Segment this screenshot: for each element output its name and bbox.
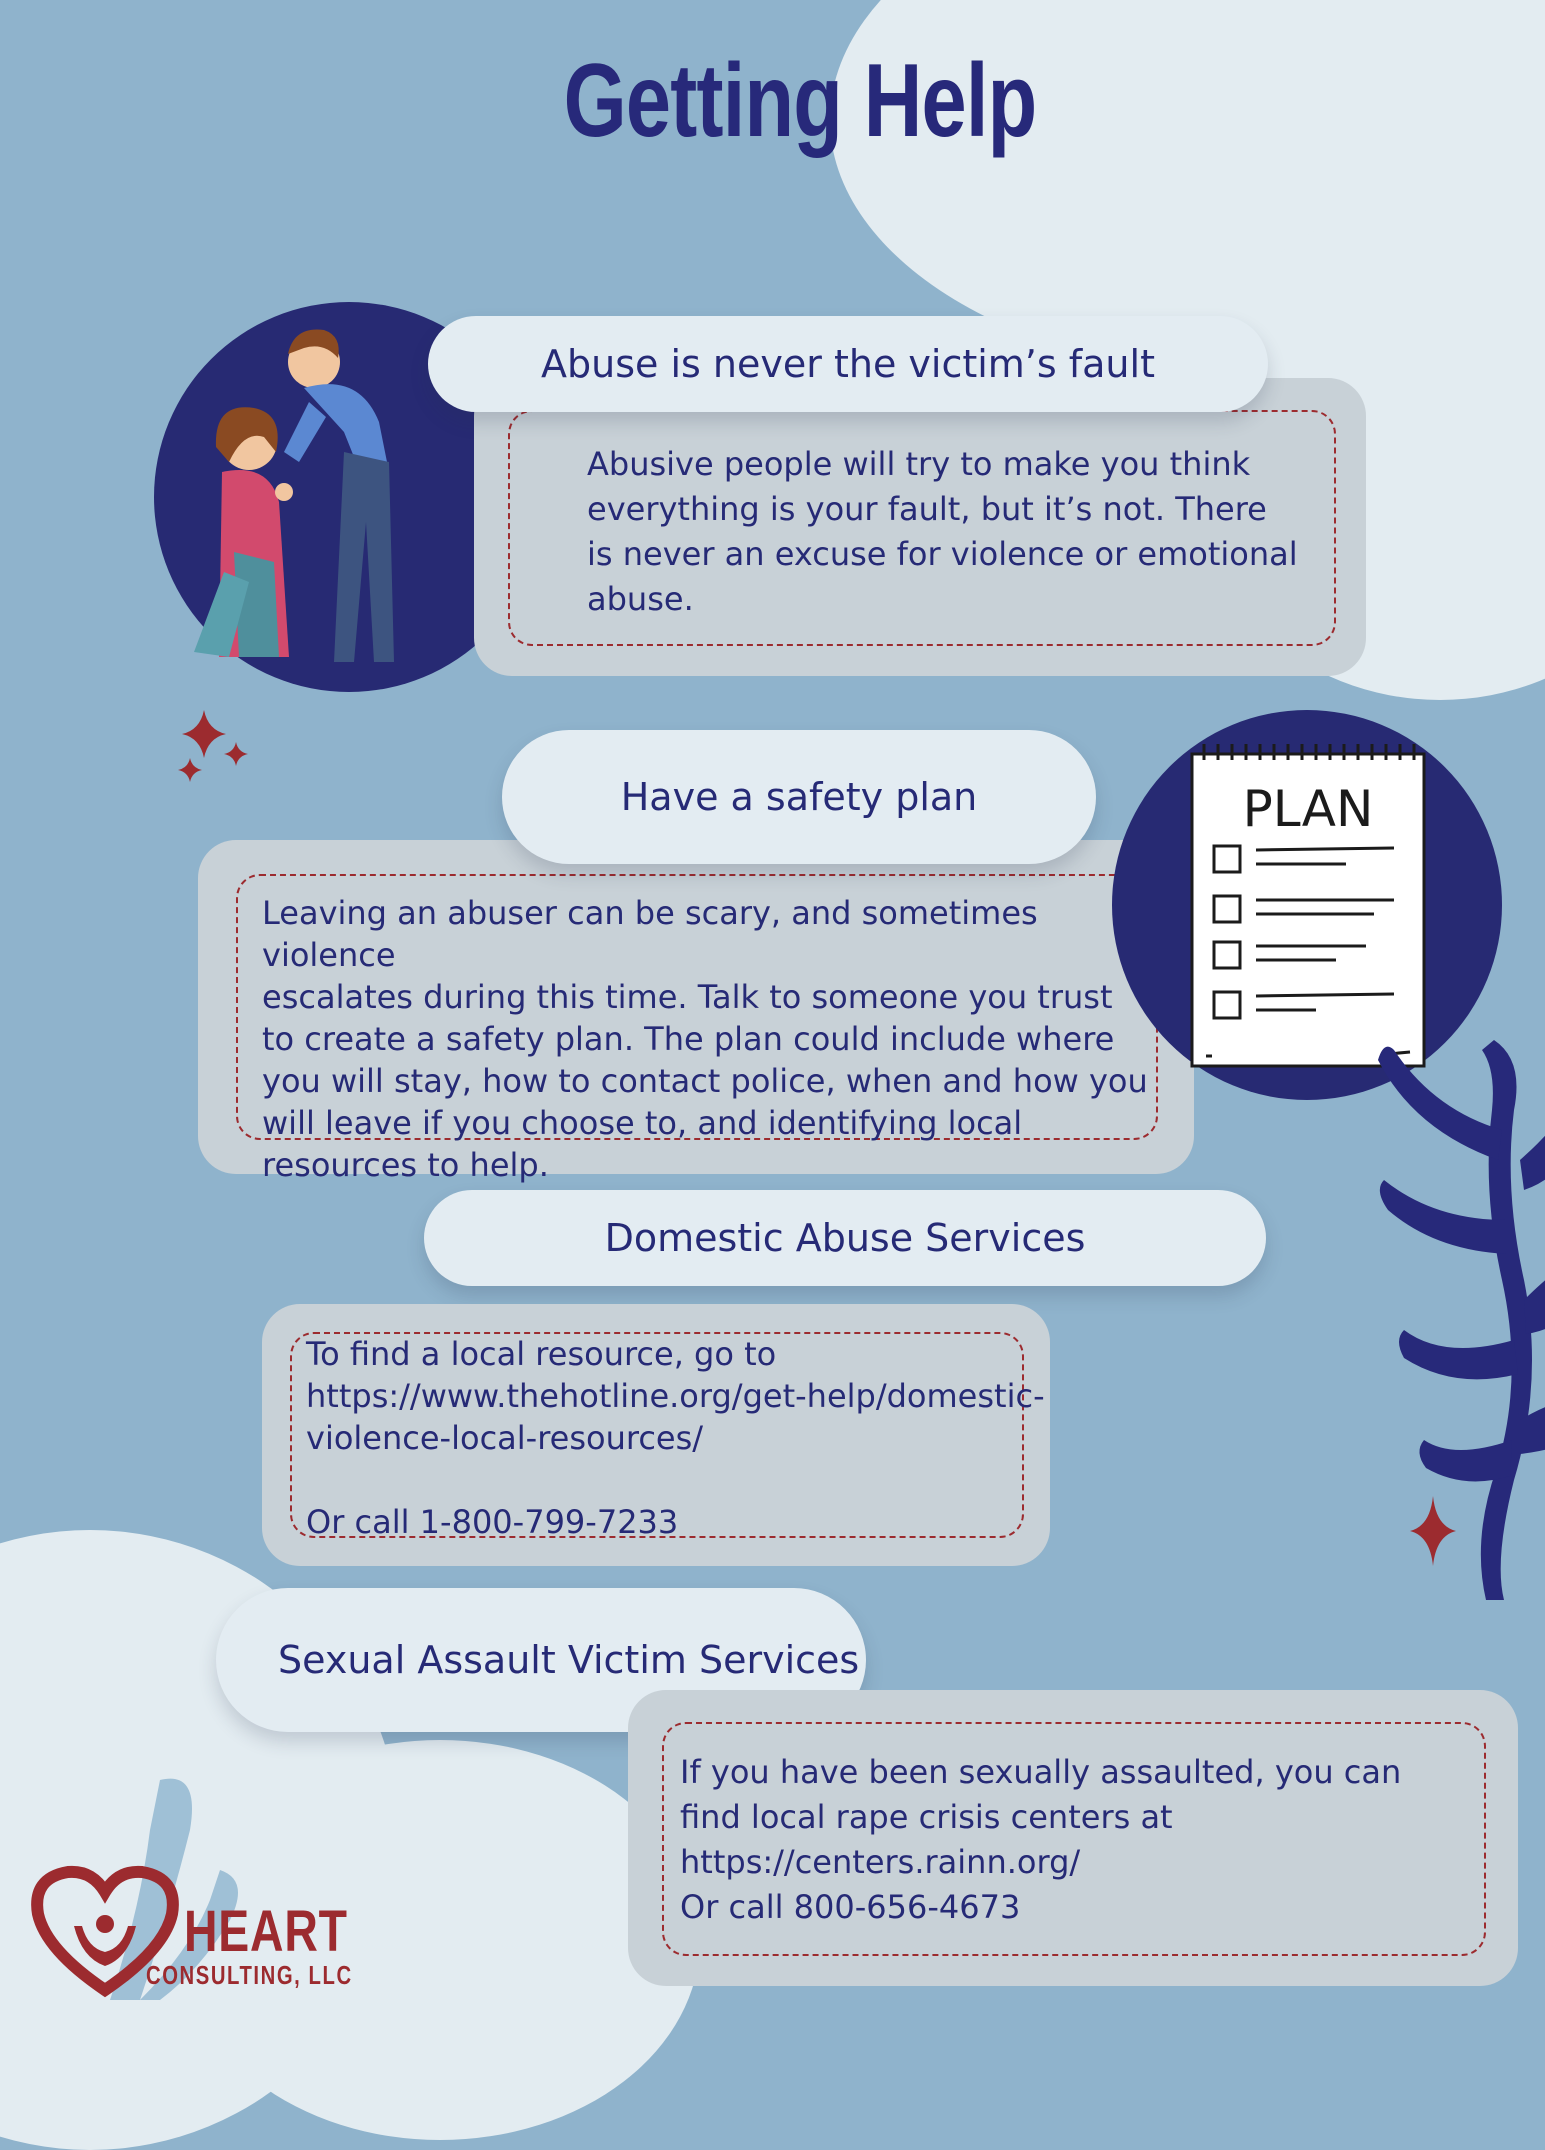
plan-label: PLAN — [1242, 780, 1374, 838]
section-4-body: If you have been sexually assaulted, you can find local rape crisis centers at https://centers.rainn.org/ Or call 800-656-4673 — [680, 1753, 1402, 1926]
section-2-heading: Have a safety plan — [502, 730, 1096, 864]
section-4-heading: Sexual Assault Victim Services — [216, 1588, 866, 1732]
section-2-body: Leaving an abuser can be scary, and sometimes violence escalates during this time. Talk to someone you trust to create a safety plan. The plan could include where you will stay, how to contact police, when and how you will leave if you choose to, and identifying local resources to help. — [262, 894, 1148, 1184]
section-3-body: To find a local resource, go to https://www.thehotline.org/get-help/domestic- violence-local-resources/ Or call 1-800-799-7233 — [306, 1335, 1045, 1541]
plan-notepad-icon — [1190, 742, 1430, 1072]
section-1-heading: Abuse is never the victim’s fault — [428, 316, 1268, 412]
section-3-heading: Domestic Abuse Services — [424, 1190, 1266, 1286]
sparkle-icon — [168, 708, 268, 788]
logo-name: HEART — [184, 1899, 348, 1964]
logo-subtitle: CONSULTING, LLC — [146, 1960, 353, 1990]
section-1-body: Abusive people will try to make you think everything is your fault, but it’s not. There is never an excuse for violence or emotional abuse. — [587, 445, 1298, 618]
sparkle-icon-right — [1408, 1496, 1458, 1566]
leaf-decoration — [1374, 1040, 1545, 1600]
page-title: Getting Help — [563, 43, 1037, 159]
